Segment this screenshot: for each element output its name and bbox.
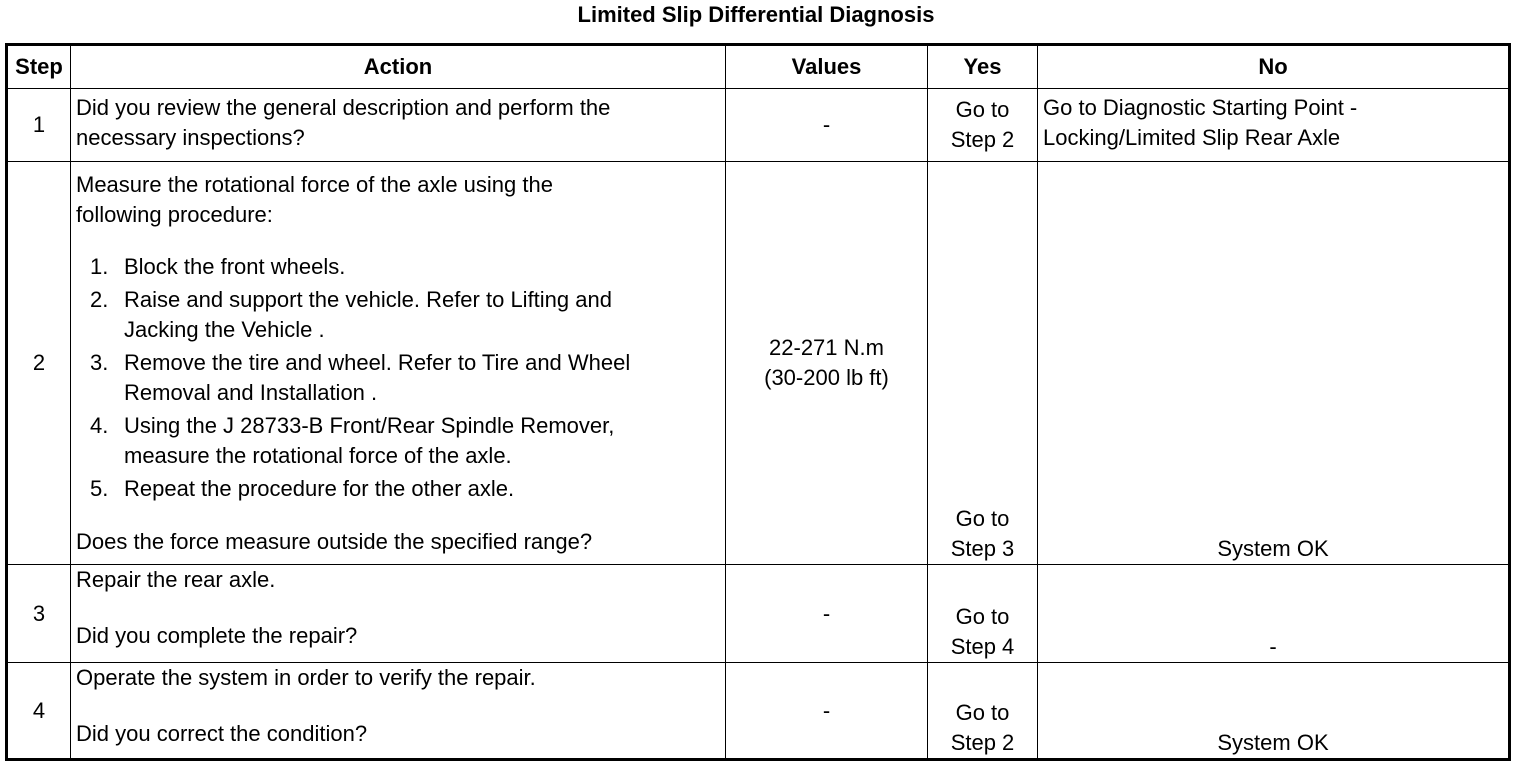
no-cell: System OK bbox=[1038, 162, 1510, 565]
yes-link-text: Step 2 bbox=[950, 127, 1015, 152]
values-cell: - bbox=[726, 565, 928, 663]
values-text: (30-200 lb ft) bbox=[764, 365, 889, 390]
question-text: Did you correct the condition? bbox=[76, 721, 368, 746]
procedure-number: 3. bbox=[90, 350, 109, 375]
step-number: 2 bbox=[7, 162, 71, 565]
procedure-number: 1. bbox=[90, 254, 109, 279]
procedure-text: Repeat the procedure for the other axle. bbox=[124, 476, 515, 501]
table-header-row bbox=[7, 45, 1510, 89]
procedure-text: Jacking the Vehicle . bbox=[124, 317, 325, 342]
header-no: No bbox=[1038, 45, 1510, 89]
procedure-item bbox=[76, 411, 720, 471]
no-link-text: Go to Diagnostic Starting Point - bbox=[1043, 95, 1358, 120]
procedure-text: Removal and Installation . bbox=[124, 380, 378, 405]
yes-link-text: Step 2 bbox=[950, 730, 1015, 755]
action-text: Did you review the general description and perform the bbox=[76, 95, 611, 120]
yes-cell[interactable] bbox=[928, 663, 1038, 760]
action-text: Repair the rear axle. bbox=[76, 567, 276, 592]
page-title: Limited Slip Differential Diagnosis bbox=[577, 2, 935, 27]
procedure-number: 5. bbox=[90, 476, 109, 501]
header-values: Values bbox=[726, 45, 928, 89]
procedure-item bbox=[76, 252, 720, 282]
header-yes: Yes bbox=[928, 45, 1038, 89]
values-cell: - bbox=[726, 89, 928, 162]
procedure-item bbox=[76, 348, 720, 408]
procedure-text: Using the J 28733-B Front/Rear Spindle Remover, bbox=[124, 413, 615, 438]
procedure-number: 4. bbox=[90, 413, 109, 438]
table-row bbox=[7, 89, 1510, 162]
action-cell bbox=[71, 663, 726, 760]
procedure-list bbox=[76, 252, 720, 504]
action-text: Operate the system in order to verify the repair. bbox=[76, 665, 536, 690]
procedure-text: measure the rotational force of the axle. bbox=[124, 443, 512, 468]
values-cell: - bbox=[726, 663, 928, 760]
yes-cell[interactable] bbox=[928, 89, 1038, 162]
no-cell: - bbox=[1038, 565, 1510, 663]
no-cell[interactable] bbox=[1038, 89, 1510, 162]
question-text: Does the force measure outside the specified range? bbox=[76, 529, 593, 554]
diagnosis-table bbox=[5, 43, 1511, 761]
yes-link-text: Go to bbox=[955, 604, 1010, 629]
values-text: 22-271 N.m bbox=[769, 335, 884, 360]
table-row bbox=[7, 663, 1510, 760]
step-number: 4 bbox=[7, 663, 71, 760]
table-row bbox=[7, 162, 1510, 565]
yes-link-text: Step 4 bbox=[950, 634, 1015, 659]
procedure-text: Remove the tire and wheel. Refer to Tire and Wheel bbox=[124, 350, 631, 375]
action-cell bbox=[71, 162, 726, 565]
no-link-text: Locking/Limited Slip Rear Axle bbox=[1043, 125, 1341, 150]
action-text: following procedure: bbox=[76, 202, 273, 227]
yes-link-text: Step 3 bbox=[950, 536, 1015, 561]
no-cell: System OK bbox=[1038, 663, 1510, 760]
yes-link-text: Go to bbox=[955, 506, 1010, 531]
header-step: Step bbox=[7, 45, 71, 89]
action-cell bbox=[71, 565, 726, 663]
step-number: 3 bbox=[7, 565, 71, 663]
procedure-item bbox=[76, 285, 720, 345]
step-number: 1 bbox=[7, 89, 71, 162]
action-cell bbox=[71, 89, 726, 162]
yes-cell[interactable] bbox=[928, 162, 1038, 565]
action-text: necessary inspections? bbox=[76, 125, 305, 150]
procedure-number: 2. bbox=[90, 287, 109, 312]
action-text: Measure the rotational force of the axle using the bbox=[76, 172, 553, 197]
header-action: Action bbox=[71, 45, 726, 89]
yes-cell[interactable] bbox=[928, 565, 1038, 663]
procedure-text: Raise and support the vehicle. Refer to Lifting and bbox=[124, 287, 612, 312]
question-text: Did you complete the repair? bbox=[76, 623, 358, 648]
procedure-text: Block the front wheels. bbox=[124, 254, 346, 279]
table-row bbox=[7, 565, 1510, 663]
yes-link-text: Go to bbox=[955, 97, 1010, 122]
yes-link-text: Go to bbox=[955, 700, 1010, 725]
values-cell bbox=[726, 162, 928, 565]
procedure-item bbox=[76, 474, 720, 504]
